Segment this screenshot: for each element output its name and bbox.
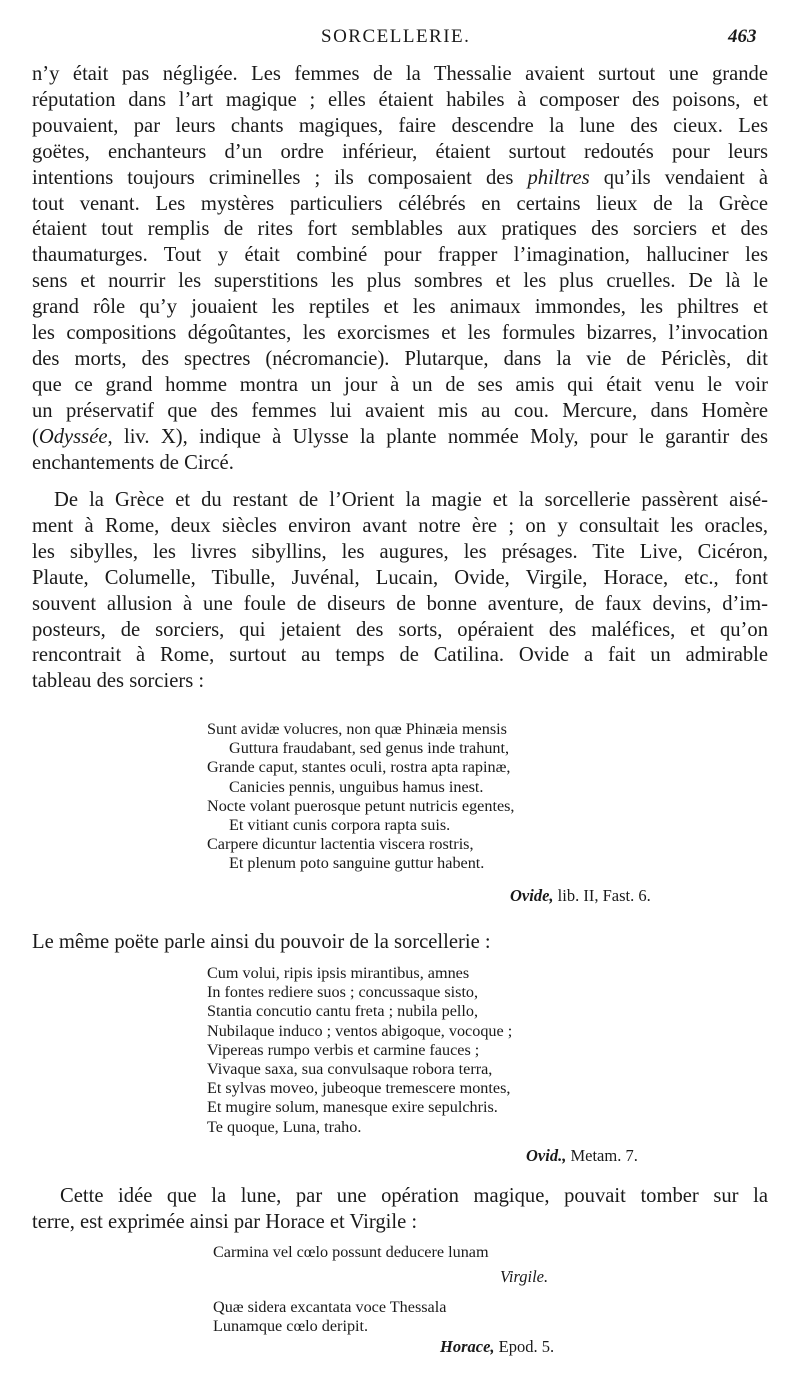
verse-virgile (213, 1243, 489, 1262)
verse-line: Cum volui, ripis ipsis mirantibus, amnes (207, 964, 470, 982)
verse-line: Et sylvas moveo, jubeoque tremescere montes, (207, 1079, 511, 1098)
text-line: tout venant. Les mystères particuliers célébrés en certains lieux de la Grèce (32, 192, 768, 215)
verse-line: Stantia concutio cantu freta ; nubila pello, (207, 1002, 479, 1021)
verse-line: Nocte volant puerosque petunt nutricis egentes, (207, 796, 515, 815)
verse-line: Canicies pennis, unguibus hamus inest. (229, 777, 484, 796)
text-line: Le même poëte parle ainsi du pouvoir de la sorcellerie : (32, 931, 491, 953)
verse-line: Vivaque saxa, sua convulsaque robora terra, (207, 1060, 493, 1079)
text-line: des morts, des spectres (nécromancie). Plutarque, dans la vie de Périclès, dit (32, 347, 768, 370)
text-line: que ce grand homme montra un jour à un de ses amis qui était venu le voir (32, 373, 768, 396)
text-fragment: intentions toujours criminelles ; ils composaient des (32, 166, 514, 189)
text-line: De la Grèce et du restant de l’Orient la magie et la sorcellerie passèrent aisé- (54, 489, 768, 511)
text-line: les sibylles, les livres sibyllins, les augures, les présages. Tite Live, Cicéron, (32, 540, 768, 563)
text-line: tableau des sorciers : (32, 670, 205, 693)
text-line: Plaute, Columelle, Tibulle, Juvénal, Lucain, Ovide, Virgile, Horace, etc., font (32, 566, 768, 589)
text-line: réputation dans l’art magique ; elles étaient habiles à composer des poisons, et (32, 88, 768, 111)
citation-author: Horace, (440, 1337, 495, 1356)
text-line: Cette idée que la lune, par une opération magique, pouvait tomber sur la (60, 1185, 768, 1207)
citation-virgile: Virgile. (500, 1267, 549, 1286)
page-header (0, 26, 800, 56)
text-line: souvent allusion à une foule de diseurs de bonne aventure, de faux devins, d’im- (32, 592, 768, 615)
verse-line: Nubilaque induco ; ventos abigoque, vocoque ; (207, 1021, 513, 1040)
text-line: rencontrait à Rome, surtout au temps de Catilina. Ovide a fait un admirable (32, 644, 768, 667)
verse-line: Te quoque, Luna, traho. (207, 1117, 362, 1136)
verse-line: Et vitiant cunis corpora rapta suis. (229, 816, 451, 835)
text-line: enchantements de Circé. (32, 451, 234, 474)
italic-word: philtres (527, 166, 590, 189)
paragraph-meme-poete (32, 930, 768, 956)
text-line: grand rôle qu’y jouaient les reptiles et les animaux immondes, les philtres et (32, 296, 768, 319)
text-line: ment à Rome, deux siècles environ avant notre ère ; on y consultait les oracles, (32, 514, 768, 537)
verse-line: Et plenum poto sanguine guttur habent. (229, 854, 485, 873)
verse-line: Carpere dicuntur lactentia viscera rostris, (207, 835, 474, 854)
verse-line: Guttura fraudabant, sed genus inde trahunt, (229, 739, 510, 758)
text-line: un préservatif que des femmes lui avaient mis au cou. Mercure, dans Homère (32, 399, 768, 422)
page-number: 463 (728, 26, 757, 47)
verse-line: In fontes rediere suos ; concussaque sisto, (207, 983, 479, 1002)
text-fragment: qu’ils vendaient à (603, 166, 768, 189)
verse-line: Et mugire solum, manesque exire sepulchris. (207, 1098, 498, 1117)
verse-line: Quæ sidera excantata voce Thessala (213, 1298, 447, 1316)
paragraph-lune (32, 1184, 768, 1236)
text-line: les compositions dégoûtantes, les exorcismes et les formules bizarres, l’invocation (32, 322, 768, 345)
running-title: SORCELLERIE. (321, 26, 471, 47)
citation-author: Ovid., (526, 1146, 567, 1165)
verse-line: Sunt avidæ volucres, non quæ Phinæia mensis (207, 720, 507, 738)
citation-ovide-fasti (510, 886, 651, 906)
text-line: étaient tout remplis de rites fort semblables aux pratiques des sorciers et des (32, 218, 768, 241)
text-line-odyssee (32, 425, 768, 451)
text-line: thaumaturges. Tout y était combiné pour frapper l’imagination, halluciner les (32, 244, 768, 267)
verse-line: Grande caput, stantes oculi, rostra apta rapinæ, (207, 758, 511, 777)
verse-horace (213, 1298, 446, 1336)
verse-line: Lunamque cœlo deripit. (213, 1317, 369, 1336)
verse-line: Vipereas rumpo verbis et carmine fauces ; (207, 1040, 480, 1059)
verse-ovid-metam (207, 964, 512, 1137)
text-line: pouvaient, par leurs chants magiques, faire descendre la lune des cieux. Les (32, 114, 768, 137)
verse-line: Carmina vel cœlo possunt deducere lunam (213, 1243, 489, 1261)
text-fragment: ( (32, 425, 39, 448)
text-line: sens et nourrir les superstitions les plus sombres et les plus cruelles. De là le (32, 270, 768, 293)
text-line: n’y était pas négligée. Les femmes de la Thessalie avaient surtout une grande (32, 63, 768, 85)
text-line: posteurs, de sorciers, qui jetaient des sorts, opéraient des maléfices, et qu’on (32, 618, 768, 641)
paragraph-rome (32, 488, 768, 695)
text-line-philtres (32, 166, 768, 192)
text-line: terre, est exprimée ainsi par Horace et Virgile : (32, 1210, 418, 1233)
citation-reference: Metam. 7. (566, 1146, 638, 1165)
citation-reference: lib. II, Fast. 6. (553, 886, 651, 905)
citation-reference: Epod. 5. (494, 1337, 555, 1356)
italic-word: Odyssée (38, 425, 108, 448)
text-fragment: , liv. X), indique à Ulysse la plante nommée Moly, pour le garantir des (107, 425, 768, 448)
verse-ovid-fasti (207, 720, 514, 874)
paragraph-thessaly (32, 62, 768, 477)
text-line: goëtes, enchanteurs d’un ordre inférieur, étaient surtout redoutés pour leurs (32, 140, 768, 163)
citation-ovid-metam (526, 1146, 638, 1166)
citation-author: Ovide, (510, 886, 554, 905)
citation-horace (440, 1337, 554, 1357)
